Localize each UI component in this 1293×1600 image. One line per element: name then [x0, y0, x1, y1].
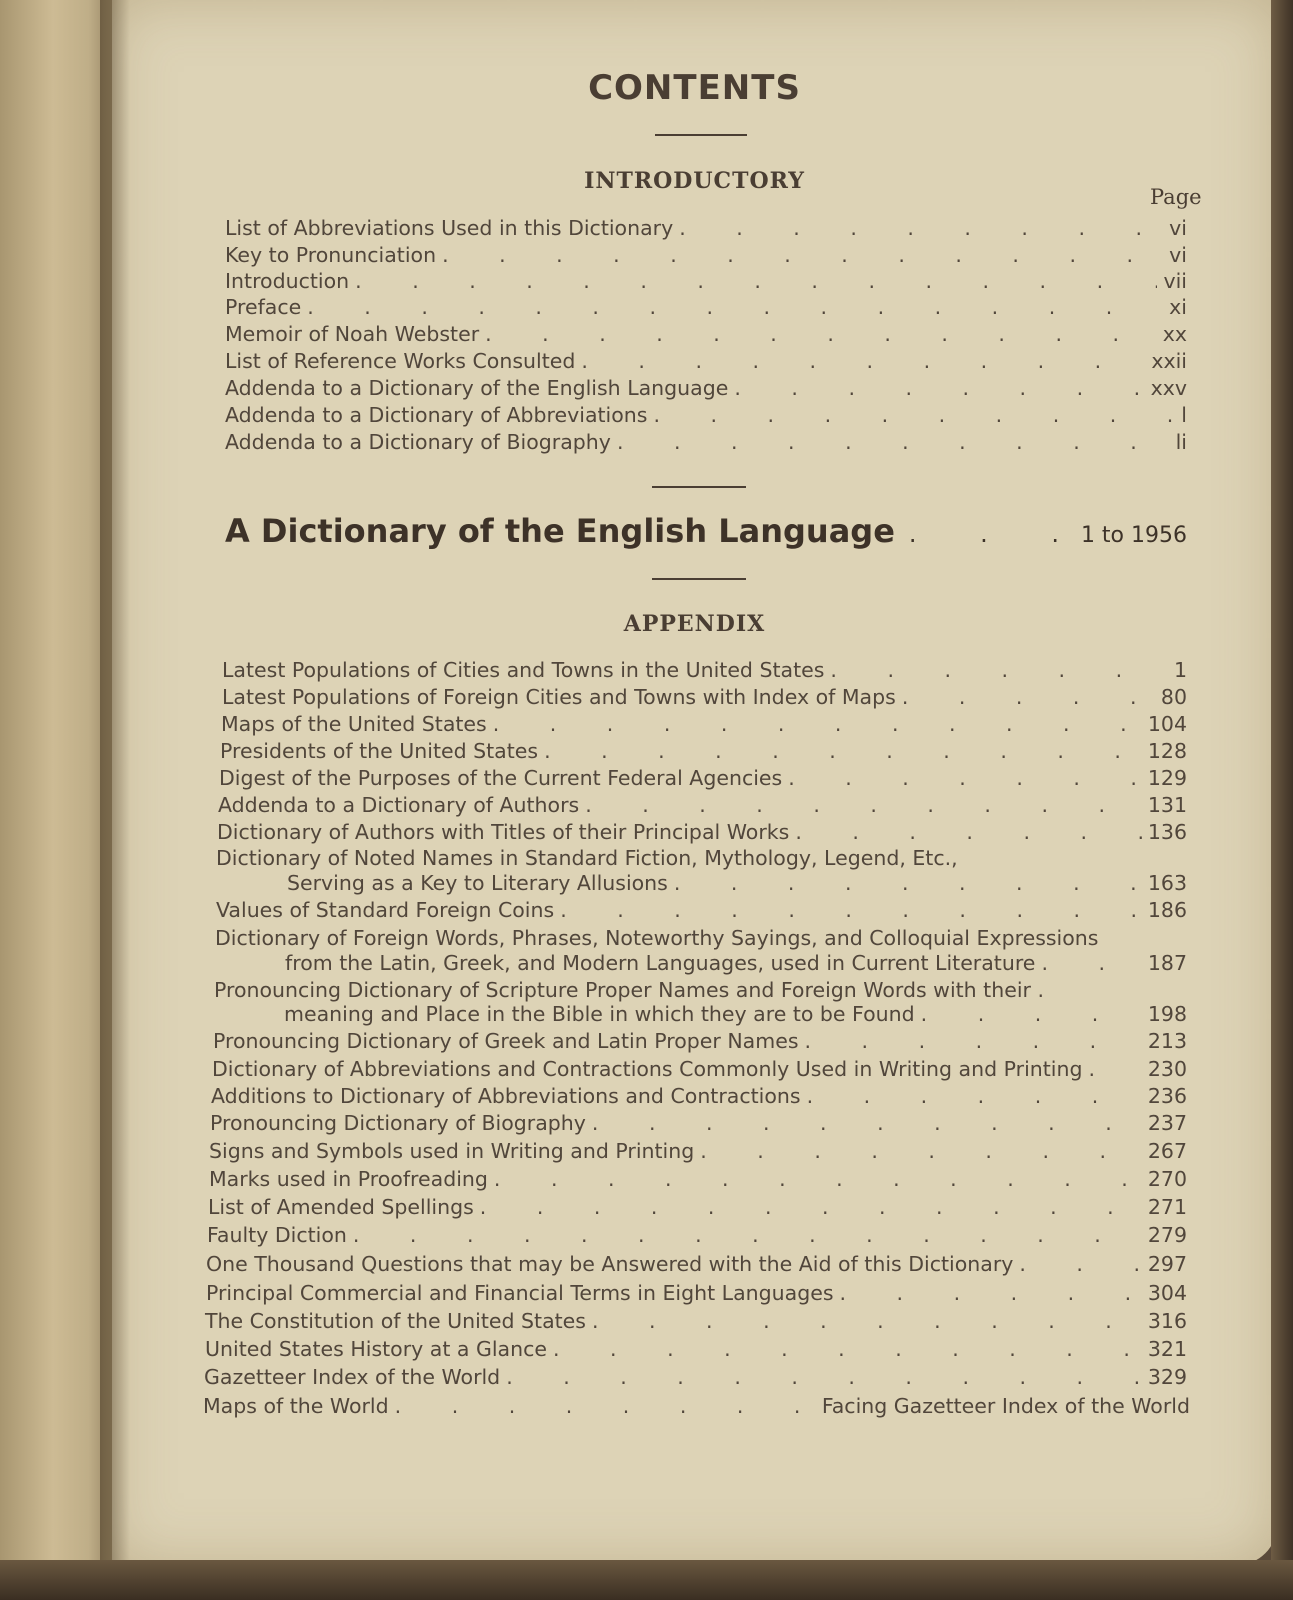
entry-label: United States History at a Glance	[205, 1337, 547, 1361]
entry-label: One Thousand Questions that may be Answered with the Aid of this Dictionary	[206, 1252, 1014, 1276]
main-dictionary-entry	[225, 512, 1187, 550]
dot-leader	[592, 1311, 1142, 1332]
book-bottom-edge	[0, 1560, 1293, 1600]
dot-leader	[592, 1113, 1142, 1134]
entry-label: Dictionary of Foreign Words, Phrases, Noteworthy Sayings, and Colloquial Expressions	[215, 926, 1099, 950]
entry-page: 297	[1147, 1252, 1187, 1276]
dot-leader	[902, 687, 1155, 708]
entry-label: Latest Populations of Foreign Cities and Towns with Index of Maps	[222, 685, 896, 709]
page-edge	[1271, 0, 1293, 1600]
book-gutter	[100, 0, 130, 1600]
appendix-heading: APPENDIX	[623, 611, 766, 637]
toc-entry	[225, 324, 1187, 345]
toc-entry	[285, 953, 1187, 974]
entry-page: 136	[1147, 820, 1187, 844]
entry-label: Pronouncing Dictionary of Greek and Latin Proper Names	[213, 1029, 799, 1053]
dot-leader	[1019, 1254, 1141, 1275]
dot-leader	[307, 297, 1163, 318]
entry-label: Introduction	[225, 269, 350, 293]
section-rule	[652, 486, 746, 488]
entry-page: 198	[1147, 1002, 1187, 1026]
dot-leader	[840, 1283, 1142, 1304]
toc-entry	[222, 660, 1187, 681]
entry-page: 186	[1147, 898, 1187, 922]
toc-entry	[205, 1311, 1187, 1332]
dot-leader	[493, 714, 1142, 735]
toc-entry	[221, 714, 1187, 735]
entry-label: Maps of the World	[203, 1394, 389, 1418]
entry-page: vi	[1169, 216, 1187, 240]
dot-leader	[494, 1169, 1142, 1190]
dot-leader	[1041, 953, 1141, 974]
entry-label: Memoir of Noah Webster	[225, 322, 480, 346]
entry-page: 271	[1147, 1195, 1187, 1219]
page-title: CONTENTS	[588, 68, 801, 108]
entry-page: 213	[1147, 1029, 1187, 1053]
toc-entry	[225, 378, 1187, 399]
entry-page: 104	[1147, 712, 1187, 736]
entry-label: The Constitution of the United States	[205, 1309, 586, 1333]
entry-label: Preface	[225, 295, 302, 319]
toc-entry	[209, 1169, 1187, 1190]
entry-label-continued: from the Latin, Greek, and Modern Languages, used in Current Literature	[285, 951, 1036, 975]
toc-entry	[209, 1141, 1187, 1162]
entry-label: Digest of the Purposes of the Current Federal Agencies	[219, 766, 783, 790]
toc-entry	[218, 795, 1187, 816]
dot-leader	[506, 1367, 1142, 1388]
entry-label: List of Reference Works Consulted	[225, 349, 576, 373]
toc-entry	[206, 1254, 1187, 1275]
entry-label: Addenda to a Dictionary of Biography	[225, 430, 611, 454]
toc-entry	[225, 218, 1187, 239]
entry-label: Latest Populations of Cities and Towns in the United States	[222, 658, 825, 682]
dot-leader	[807, 1086, 1142, 1107]
toc-entry	[222, 687, 1187, 708]
dot-leader	[674, 873, 1142, 894]
entry-page: 128	[1147, 739, 1187, 763]
entry-label: Dictionary of Abbreviations and Contractions Commonly Used in Writing and Printing	[212, 1057, 1083, 1081]
entry-label: Pronouncing Dictionary of Scripture Proper Names and Foreign Words with their .	[214, 978, 1044, 1002]
entry-page: xxv	[1150, 376, 1187, 400]
entry-label: Principal Commercial and Financial Terms in Eight Languages	[206, 1281, 834, 1305]
dot-leader	[795, 822, 1142, 843]
dot-leader	[653, 405, 1175, 426]
toc-entry	[211, 1086, 1187, 1107]
title-rule	[655, 134, 747, 136]
toc-entry	[287, 873, 1187, 894]
entry-label: Presidents of the United States	[220, 739, 539, 763]
toc-entry	[207, 1225, 1187, 1246]
dot-leader	[700, 1141, 1142, 1162]
dot-leader	[909, 520, 1067, 548]
toc-entry	[210, 1113, 1187, 1134]
entry-page: li	[1175, 430, 1187, 454]
dot-leader	[581, 351, 1145, 372]
toc-entry	[208, 1197, 1187, 1218]
entry-page: 316	[1147, 1309, 1187, 1333]
entry-label: Addenda to a Dictionary of Abbreviations	[225, 403, 648, 427]
entry-page: xxii	[1151, 349, 1187, 373]
entry-label: Maps of the United States	[221, 712, 487, 736]
dot-leader	[679, 218, 1163, 239]
entry-label-continued: Serving as a Key to Literary Allusions	[287, 871, 668, 895]
introductory-heading: INTRODUCTORY	[584, 168, 805, 194]
toc-entry	[204, 1367, 1187, 1388]
toc-entry	[213, 1031, 1187, 1052]
dot-leader	[553, 1339, 1142, 1360]
dot-leader	[617, 432, 1170, 453]
dot-leader	[442, 245, 1163, 266]
entry-page: 304	[1147, 1281, 1187, 1305]
toc-entry	[225, 245, 1187, 266]
entry-page: 236	[1147, 1084, 1187, 1108]
entry-label: Dictionary of Noted Names in Standard Fiction, Mythology, Legend, Etc.,	[216, 846, 958, 870]
dot-leader	[830, 660, 1168, 681]
toc-entry	[205, 1339, 1187, 1360]
entry-label: Values of Standard Foreign Coins	[216, 898, 555, 922]
toc-entry	[216, 900, 1187, 921]
dot-leader	[353, 1225, 1142, 1246]
toc-entry	[206, 1283, 1187, 1304]
dot-leader	[544, 741, 1142, 762]
toc-entry	[225, 351, 1187, 372]
entry-label: Addenda to a Dictionary of the English Language	[225, 376, 729, 400]
entry-page: 187	[1147, 951, 1187, 975]
entry-page: 270	[1147, 1167, 1187, 1191]
toc-entry	[220, 741, 1187, 762]
entry-label: Dictionary of Authors with Titles of their Principal Works	[217, 820, 790, 844]
main-entry-pages: 1 to 1956	[1080, 523, 1187, 548]
entry-page: 237	[1147, 1111, 1187, 1135]
toc-entry	[217, 822, 1187, 843]
dot-leader	[921, 1004, 1142, 1025]
page-column-label: Page	[1150, 185, 1202, 209]
entry-label: Key to Pronunciation	[225, 243, 437, 267]
entry-label: Addenda to a Dictionary of Authors	[218, 793, 580, 817]
entry-page: 80	[1160, 685, 1187, 709]
dot-leader	[395, 1396, 816, 1417]
entry-page: 321	[1147, 1337, 1187, 1361]
dot-leader	[805, 1031, 1142, 1052]
dot-leader	[585, 795, 1142, 816]
dot-leader	[560, 900, 1142, 921]
entry-page: 129	[1147, 766, 1187, 790]
entry-page: 329	[1147, 1365, 1187, 1389]
entry-page: Facing Gazetteer Index of the World	[821, 1394, 1190, 1418]
entry-label: List of Amended Spellings	[208, 1195, 474, 1219]
main-entry-label: A Dictionary of the English Language	[225, 512, 895, 550]
entry-page: l	[1181, 403, 1187, 427]
dot-leader	[485, 324, 1157, 345]
entry-label: Gazetteer Index of the World	[204, 1365, 501, 1389]
section-rule	[652, 578, 746, 580]
toc-entry	[203, 1396, 1190, 1417]
entry-label: Marks used in Proofreading	[209, 1167, 488, 1191]
dot-leader	[1089, 1059, 1142, 1080]
entry-page: vi	[1169, 243, 1187, 267]
entry-label-continued: meaning and Place in the Bible in which they are to be Found	[284, 1002, 915, 1026]
entry-page: 163	[1147, 871, 1187, 895]
entry-page: vii	[1163, 269, 1187, 293]
entry-page: 279	[1147, 1223, 1187, 1247]
entry-label: Additions to Dictionary of Abbreviations and Contractions	[211, 1084, 801, 1108]
entry-page: xi	[1169, 295, 1187, 319]
entry-page: 267	[1147, 1139, 1187, 1163]
dot-leader	[734, 378, 1144, 399]
toc-entry	[225, 405, 1187, 426]
toc-entry	[225, 271, 1187, 292]
toc-entry	[284, 1004, 1187, 1025]
dot-leader	[788, 768, 1142, 789]
entry-label: List of Abbreviations Used in this Dictionary	[225, 216, 674, 240]
entry-label: Pronouncing Dictionary of Biography	[210, 1111, 586, 1135]
entry-label: Signs and Symbols used in Writing and Printing	[209, 1139, 695, 1163]
dot-leader	[355, 271, 1157, 292]
toc-entry	[219, 768, 1187, 789]
entry-label: Faulty Diction	[207, 1223, 347, 1247]
entry-page: 131	[1147, 793, 1187, 817]
dot-leader	[480, 1197, 1142, 1218]
toc-entry	[225, 432, 1187, 453]
entry-page: 230	[1147, 1057, 1187, 1081]
entry-page: 1	[1173, 658, 1187, 682]
entry-page: xx	[1162, 322, 1187, 346]
toc-entry	[212, 1059, 1187, 1080]
toc-entry	[225, 297, 1187, 318]
